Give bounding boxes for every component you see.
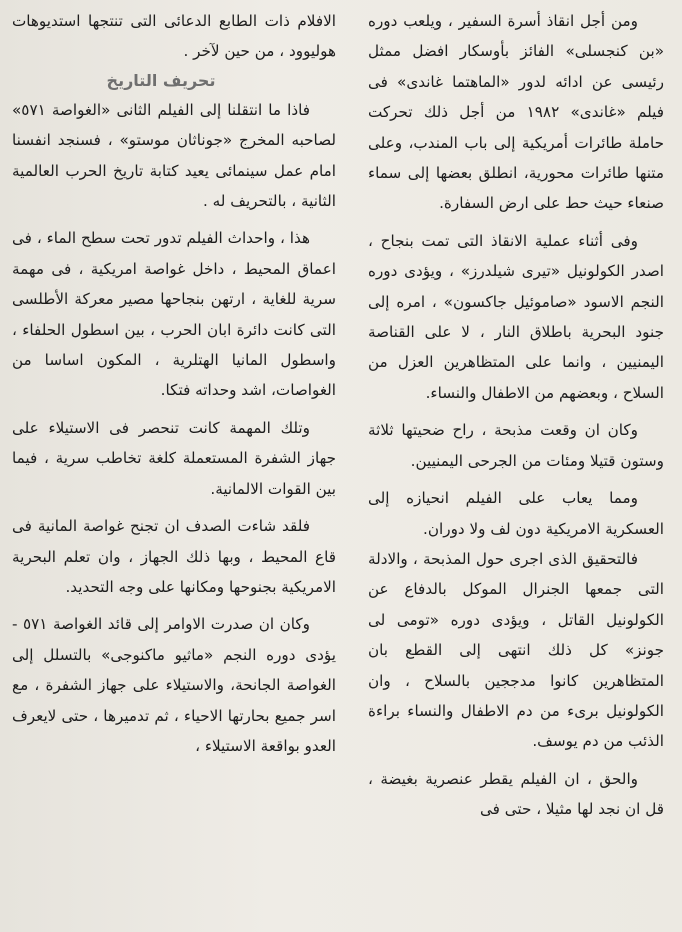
article-column-right	[368, 6, 664, 932]
paragraph: وتلك المهمة كانت تنحصر فى الاستيلاء على جهاز الشفرة المستعملة كلغة تخاطب سرية ، فيما بين القوات الالمانية.	[12, 418, 336, 498]
paragraph-continued: الافلام ذات الطابع الدعائى التى تنتجها استديوهات هوليوود ، من حين لآخر .	[12, 12, 336, 61]
paragraph: وكان ان وقعت مذبحة ، راح ضحيتها ثلاثة وستون قتيلا ومئات من الجرحى اليمنيين.	[368, 421, 664, 470]
section-subheading: تحريف التاريخ	[106, 70, 216, 90]
article-column-left	[12, 6, 336, 932]
paragraph: والحق ، ان الفيلم يقطر عنصرية بغيضة ، قل ان نجد لها مثيلا ، حتى فى	[368, 769, 664, 819]
paragraph: فالتحقيق الذى اجرى حول المذبحة ، والادلة التى جمعها الجنرال الموكل بالدفاع عن الكولونيل القاتل ، ويؤدى دوره «تومى لى جونز» كل ذلك انتهى إلى القطع بان المتظاهرين كانوا مدججين بالسلاح ، وان الكولونيل برىء من دم الاطفال والنساء براءة الذئب من دم يوسف.	[368, 549, 664, 751]
paragraph: فاذا ما انتقلنا إلى الفيلم الثانى «الغواصة ٥٧١» لصاحبه المخرج «جوناثان موستو» ، فسنجد انفسنا امام عمل سينمائى يعيد كتابة تاريخ الحرب العالمية الثانية ، بالتحريف له .	[12, 100, 336, 211]
paragraph: ومما يعاب على الفيلم انحيازه إلى العسكرية الامريكية دون لف ولا دوران.	[368, 489, 664, 538]
paragraph: هذا ، واحداث الفيلم تدور تحت سطح الماء ، فى اعماق المحيط ، داخل غواصة امريكية ، فى مهمة سرية للغاية ، ارتهن بنجاحها مصير معركة الأطلسى التى كانت دائرة ابان الحرب ، بين اسطول الحلفاء ، واسطول المانيا الهتلرية ، المكون اساسا من الغواصات، اشد وحداته فتكا.	[12, 229, 336, 400]
paragraph: فلقد شاءت الصدف ان تجنح غواصة المانية فى قاع المحيط ، وبها ذلك الجهاز ، وان تعلم البحرية الامريكية بجنوحها ومكانها على وجه التحديد.	[12, 517, 336, 596]
paragraph: وكان ان صدرت الاوامر إلى قائد الغواصة ٥٧١ - يؤدى دوره النجم «ماثيو ماكنوجى» بالتسلل إلى الغواصة الجانحة، والاستيلاء على جهاز الشفرة ، مع اسر جميع بحارتها الاحياء ، ثم تدميرها ، حتى لايعرف العدو بواقعة الاستيلاء ،	[12, 615, 336, 755]
paragraph: وفى أثناء عملية الانقاذ التى تمت بنجاح ، اصدر الكولونيل «تيرى شيلدرز» ، ويؤدى دوره النجم الاسود «صاموئيل جاكسون» ، امره إلى جنود البحرية باطلاق النار ، لا على القناصة اليمنيين ، وانما على المتظاهرين العزل من السلاح ، وبعضهم من الاطفال والنساء.	[368, 231, 664, 402]
paragraph: ومن أجل انقاذ أسرة السفير ، ويلعب دوره «بن كنجسلى» الفائز بأوسكار افضل ممثل رئيسى عن ادائه لدور «الماهتما غاندى» فى فيلم «غاندى» ١٩٨٢ من أجل ذلك تحركت حاملة طائرات أمريكية إلى باب المندب، وعلى متنها طائرات محورية، انطلق بعضها إلى سماء صنعاء حيث حط على ارض السفارة.	[368, 12, 664, 213]
